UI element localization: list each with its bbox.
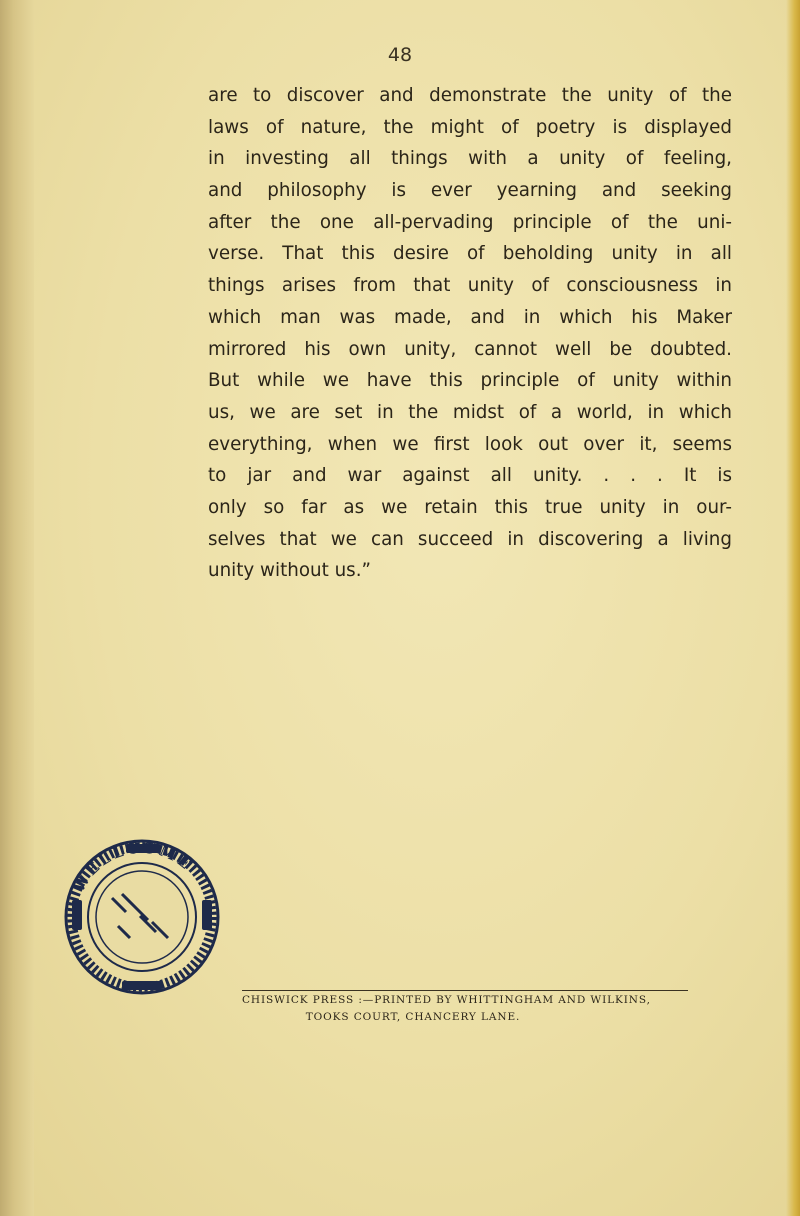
text-line: after the one all-pervading principle of the uni-: [208, 211, 732, 233]
library-seal-icon: [56, 838, 228, 996]
page-edge-gilt: [786, 0, 800, 1216]
text-line: only so far as we retain this true unity in our-: [208, 496, 732, 518]
text-line: unity without us.”: [208, 560, 371, 582]
imprint-rule: [242, 990, 688, 991]
text-line: laws of nature, the might of poetry is displayed: [208, 116, 732, 138]
text-line: selves that we can succeed in discovering a living: [208, 528, 732, 550]
printer-imprint-line-1: CHISWICK PRESS :—PRINTED BY WHITTINGHAM AND WILKINS,: [242, 994, 651, 1006]
text-line: us, we are set in the midst of a world, in which: [208, 401, 732, 423]
text-line: to jar and war against all unity. . . . It is: [208, 465, 732, 487]
text-line: But while we have this principle of unity within: [208, 370, 732, 392]
text-line: things arises from that unity of consciousness in: [208, 275, 732, 297]
printer-imprint-line-2: TOOKS COURT, CHANCERY LANE.: [305, 1011, 521, 1023]
text-line: in investing all things with a unity of feeling,: [208, 148, 732, 170]
text-line: are to discover and demonstrate the unity of the: [208, 85, 732, 106]
text-line: everything, when we first look out over it, seems: [208, 433, 732, 455]
page-number: 48: [387, 44, 413, 66]
text-line: mirrored his own unity, cannot well be doubted.: [208, 338, 732, 360]
text-line: verse. That this desire of beholding unity in all: [208, 243, 732, 265]
seal-lettering: WELLCOME: [69, 838, 197, 896]
page-gutter-shadow: [0, 0, 34, 1216]
text-line: which man was made, and in which his Maker: [208, 306, 732, 328]
text-line: and philosophy is ever yearning and seeking: [208, 180, 732, 202]
body-paragraph: [208, 80, 732, 587]
